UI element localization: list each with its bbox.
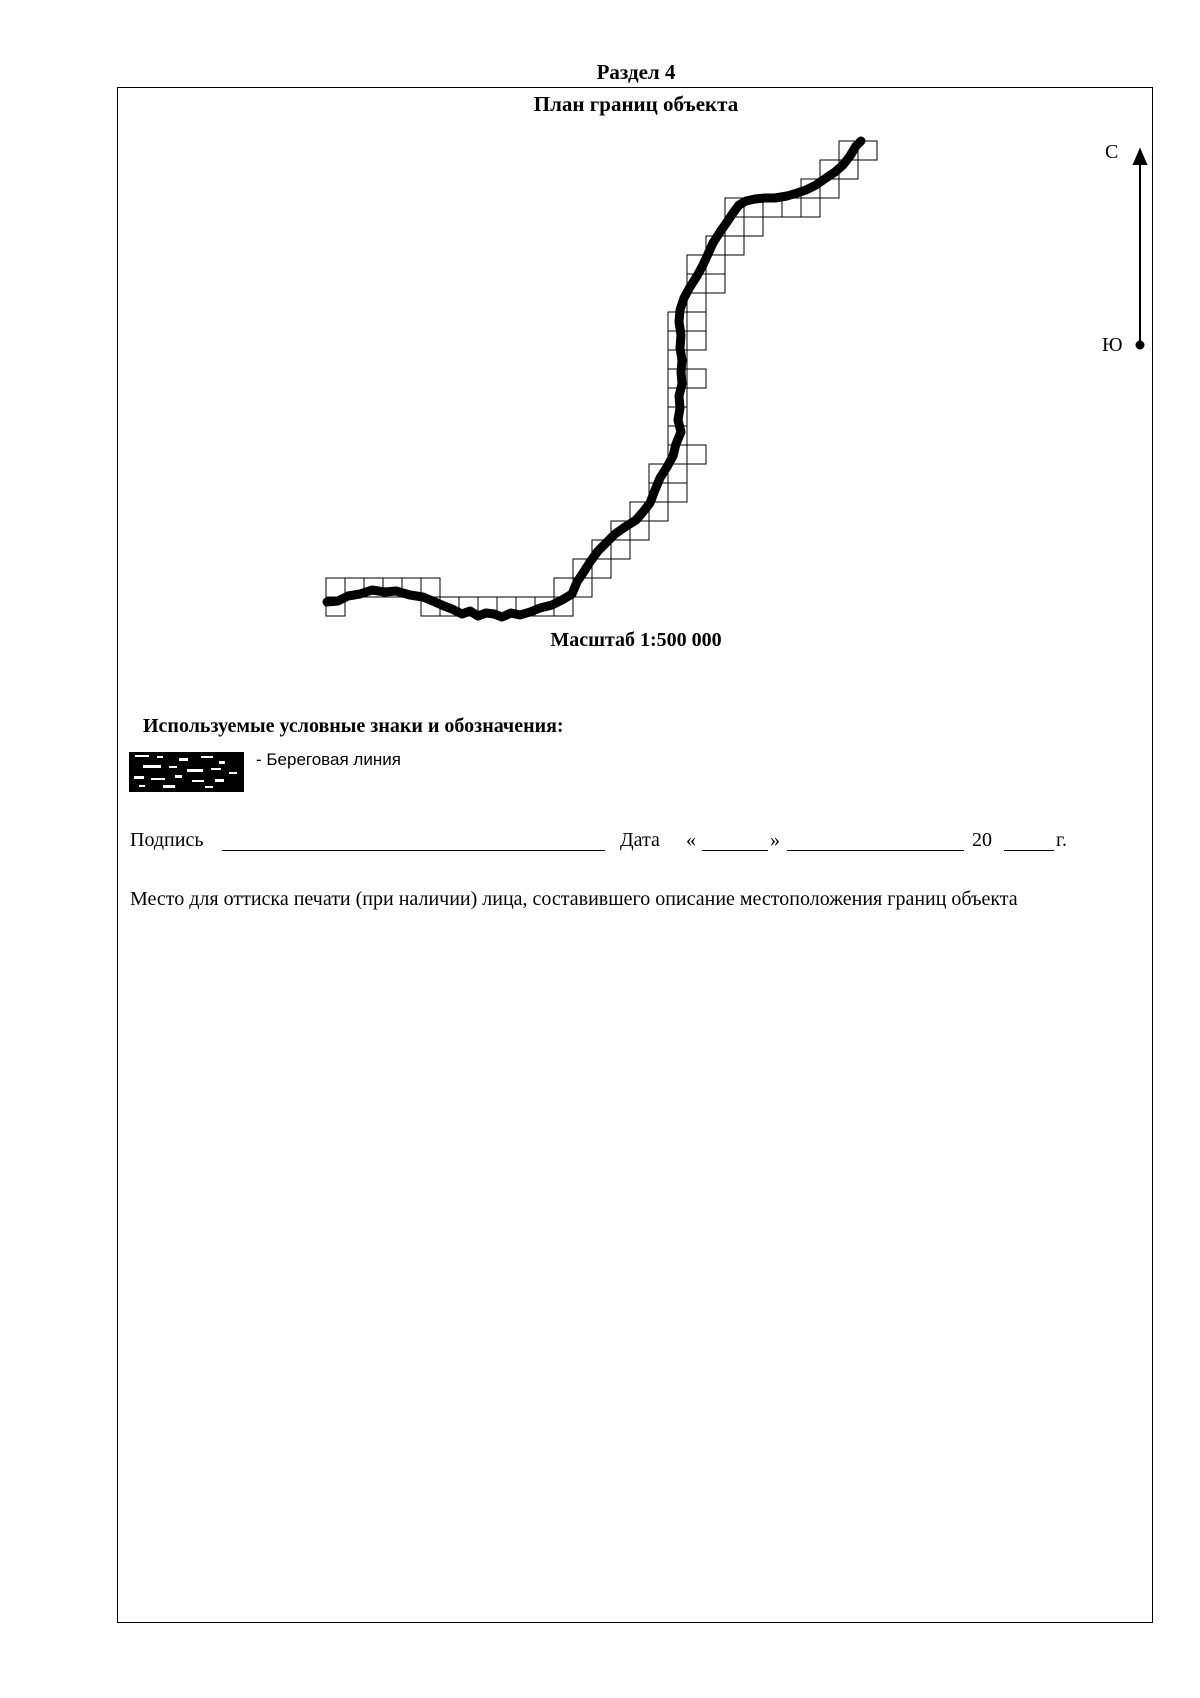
map-scale: Масштаб 1:500 000: [550, 629, 722, 651]
map-grid-cell: [687, 445, 706, 464]
map-grid-cell: [687, 331, 706, 350]
map-grid-cell: [611, 540, 630, 559]
map-grid-cell: [725, 236, 744, 255]
legend-title: Используемые условные знаки и обозначения:: [143, 715, 564, 737]
map-grid-cell: [706, 274, 725, 293]
date-quote-open: «: [686, 829, 696, 851]
stamp-placeholder-text: Место для оттиска печати (при наличии) лица, составившего описание местоположения границ объекта: [130, 888, 1018, 910]
coastline-legend-symbol: [129, 752, 244, 792]
compass-arrow: [1134, 150, 1146, 349]
map-grid-cell: [801, 198, 820, 217]
date-year-prefix: 20: [972, 829, 992, 851]
compass-north-label: С: [1105, 141, 1119, 163]
signature-field[interactable]: [222, 850, 605, 851]
date-quote-close: »: [770, 829, 780, 851]
compass-south-label: Ю: [1102, 334, 1123, 356]
date-year-suffix: г.: [1056, 829, 1067, 851]
date-day-field[interactable]: [702, 850, 768, 851]
date-month-field[interactable]: [787, 850, 964, 851]
map-grid-cell: [744, 217, 763, 236]
date-label: Дата: [620, 829, 660, 851]
map-grid-cell: [687, 312, 706, 331]
plan-title: План границ объекта: [533, 92, 739, 116]
map-grid-cell: [668, 483, 687, 502]
signature-row: [0, 828, 1200, 858]
legend-item-label: - Береговая линия: [256, 750, 401, 769]
signature-label: Подпись: [130, 829, 204, 851]
section-label: Раздел 4: [596, 60, 676, 84]
coastline-path: [327, 141, 861, 617]
boundary-map: [0, 0, 1200, 700]
date-year-field[interactable]: [1004, 850, 1054, 851]
map-grid-cell: [687, 369, 706, 388]
